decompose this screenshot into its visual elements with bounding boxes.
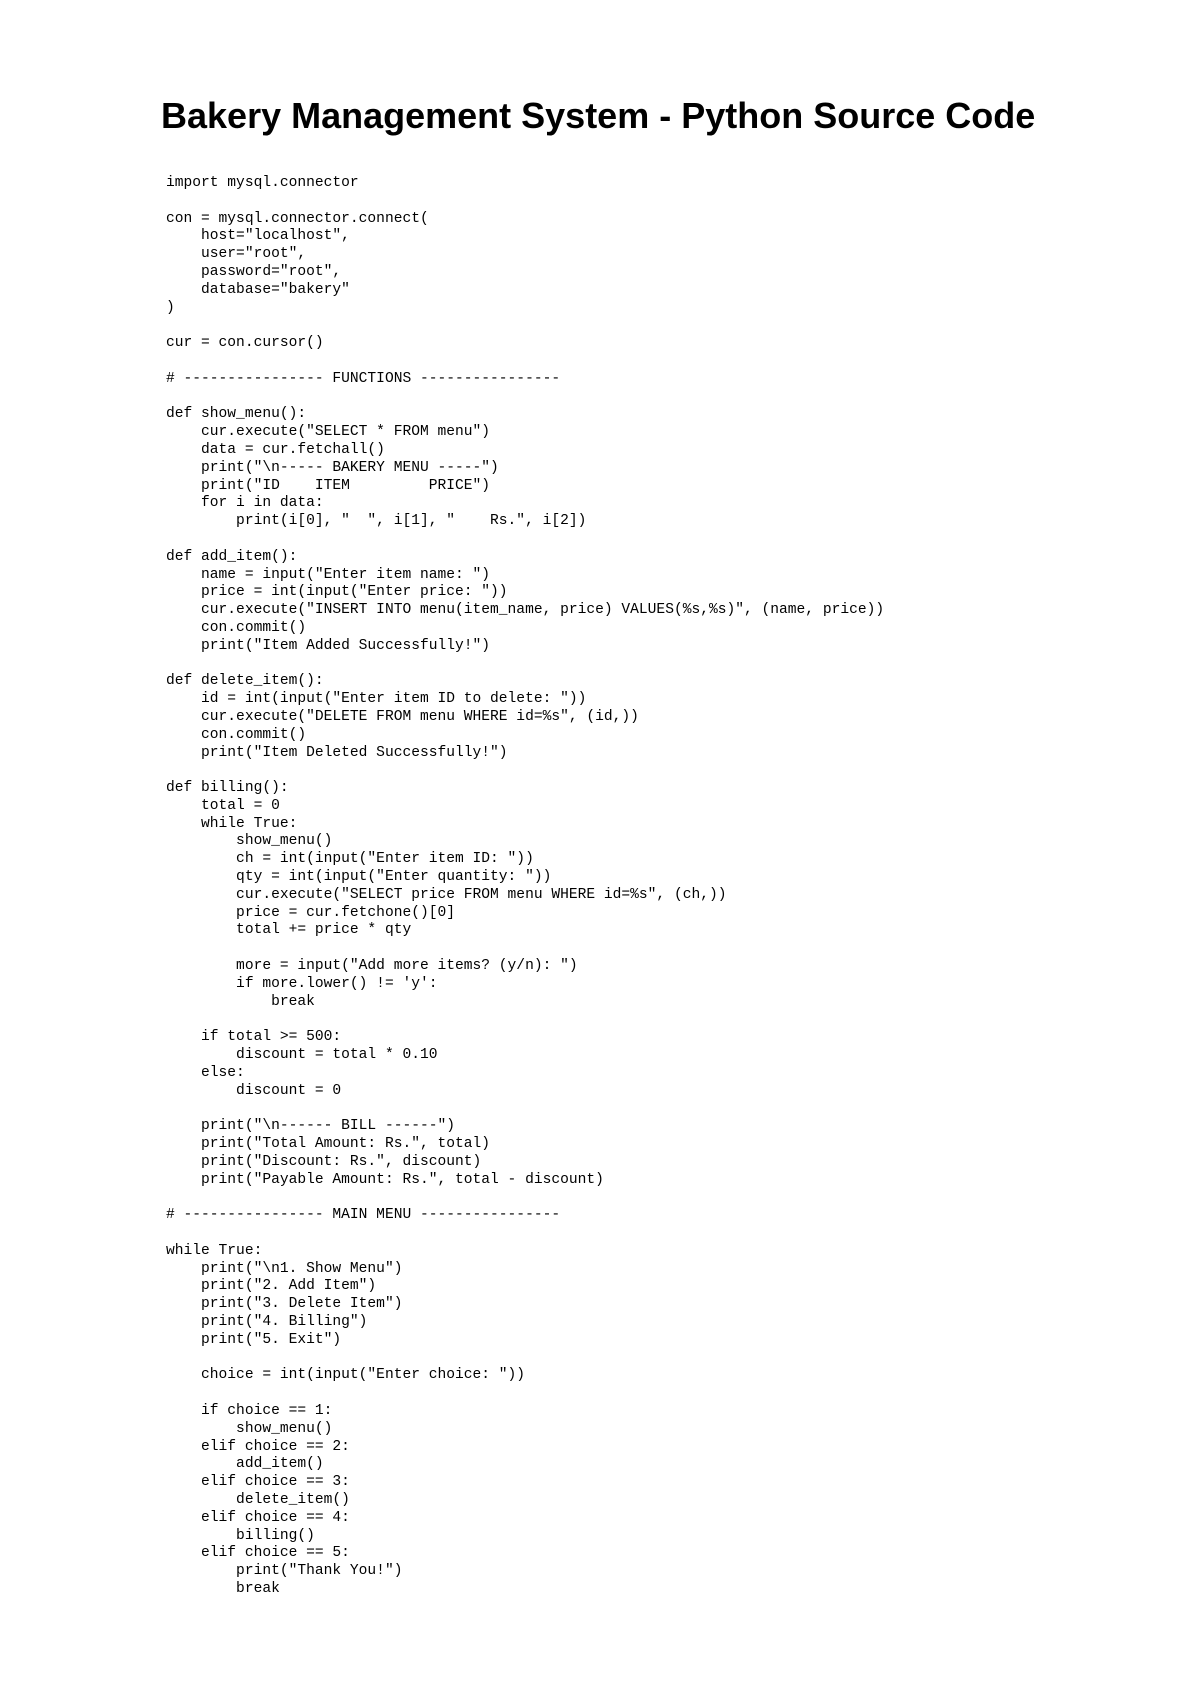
code-line: print("4. Billing") xyxy=(166,1314,368,1330)
code-line xyxy=(166,1225,884,1243)
code-line: print("Thank You!") xyxy=(166,1563,403,1580)
code-line: while True: xyxy=(166,815,298,832)
code-line xyxy=(166,1100,884,1118)
code-line: price = int(input("Enter price: ")) xyxy=(166,584,508,601)
code-line: user="root", xyxy=(166,246,307,263)
code-line: print("Payable Amount: Rs.", total - discount) xyxy=(166,1171,604,1188)
code-line: def show_menu(): xyxy=(166,406,307,423)
code-line: print("Item Deleted Successfully!") xyxy=(166,744,508,761)
source-code-block xyxy=(166,175,884,1599)
code-line: elif choice == 5: xyxy=(166,1545,350,1562)
code-line: elif choice == 2: xyxy=(166,1438,350,1455)
code-line xyxy=(166,1011,884,1029)
code-line: show_menu() xyxy=(166,833,333,850)
code-line: import mysql.connector xyxy=(166,175,359,191)
code-line: delete_item() xyxy=(166,1491,350,1508)
code-line: id = int(input("Enter item ID to delete: ")) xyxy=(166,691,587,708)
code-line: discount = total * 0.10 xyxy=(166,1047,438,1064)
code-line: con = mysql.connector.connect( xyxy=(166,210,429,227)
code-line: price = cur.fetchone()[0] xyxy=(166,904,456,921)
code-line: print("Discount: Rs.", discount) xyxy=(166,1153,482,1170)
code-line: if total >= 500: xyxy=(166,1029,342,1046)
code-line: cur.execute("SELECT * FROM menu") xyxy=(166,424,491,441)
code-line: while True: xyxy=(166,1242,263,1259)
code-line: elif choice == 4: xyxy=(166,1509,350,1526)
code-line: discount = 0 xyxy=(166,1082,342,1099)
code-line: elif choice == 3: xyxy=(166,1474,350,1491)
code-line: print("Total Amount: Rs.", total) xyxy=(166,1136,491,1153)
code-line: show_menu() xyxy=(166,1420,333,1437)
code-line: print("\n----- BAKERY MENU -----") xyxy=(166,459,499,476)
code-line: billing() xyxy=(166,1527,315,1544)
code-line: def delete_item(): xyxy=(166,673,324,690)
code-line: database="bakery" xyxy=(166,281,350,298)
code-line: data = cur.fetchall() xyxy=(166,441,385,458)
code-line: print("\n------ BILL ------") xyxy=(166,1118,456,1135)
code-line: # ---------------- MAIN MENU ---------------- xyxy=(166,1207,561,1224)
code-line: total += price * qty xyxy=(166,922,412,939)
code-line: con.commit() xyxy=(166,619,307,636)
code-line: cur.execute("DELETE FROM menu WHERE id=%s", (id,)) xyxy=(166,708,639,725)
code-line: break xyxy=(166,1580,280,1597)
code-line: name = input("Enter item name: ") xyxy=(166,566,491,583)
code-line: print("2. Add Item") xyxy=(166,1278,377,1295)
code-line: qty = int(input("Enter quantity: ")) xyxy=(166,869,552,886)
code-line: if more.lower() != 'y': xyxy=(166,975,438,992)
code-line: def add_item(): xyxy=(166,548,298,565)
code-line: print("3. Delete Item") xyxy=(166,1296,403,1313)
code-line: choice = int(input("Enter choice: ")) xyxy=(166,1367,526,1384)
code-line: def billing(): xyxy=(166,780,289,797)
code-line xyxy=(166,353,884,371)
code-line xyxy=(166,1385,884,1403)
code-line: password="root", xyxy=(166,263,342,280)
code-line: else: xyxy=(166,1064,245,1081)
code-line: print("Item Added Successfully!") xyxy=(166,637,491,654)
code-line: more = input("Add more items? (y/n): ") xyxy=(166,958,578,975)
code-line: cur = con.cursor() xyxy=(166,335,324,352)
code-line xyxy=(166,762,884,780)
code-line: add_item() xyxy=(166,1456,324,1473)
code-line xyxy=(166,1189,884,1207)
code-line xyxy=(166,389,884,407)
code-line: print("\n1. Show Menu") xyxy=(166,1260,403,1277)
code-line: total = 0 xyxy=(166,797,280,814)
code-line: break xyxy=(166,993,315,1010)
code-line xyxy=(166,656,884,674)
code-line xyxy=(166,193,884,211)
code-line xyxy=(166,531,884,549)
code-line: print(i[0], " ", i[1], " Rs.", i[2]) xyxy=(166,513,587,530)
code-line: cur.execute("SELECT price FROM menu WHERE id=%s", (ch,)) xyxy=(166,886,727,903)
code-line: if choice == 1: xyxy=(166,1402,333,1419)
code-line: ) xyxy=(166,299,175,316)
code-line: # ---------------- FUNCTIONS ---------------- xyxy=(166,370,561,387)
code-line: host="localhost", xyxy=(166,228,350,245)
code-line: con.commit() xyxy=(166,726,307,743)
document-title: Bakery Management System - Python Source Code xyxy=(161,95,1036,136)
code-line xyxy=(166,317,884,335)
code-line: print("5. Exit") xyxy=(166,1331,342,1348)
code-line: for i in data: xyxy=(166,495,324,512)
code-line: cur.execute("INSERT INTO menu(item_name, price) VALUES(%s,%s)", (name, price)) xyxy=(166,602,885,619)
code-line: ch = int(input("Enter item ID: ")) xyxy=(166,851,534,868)
code-line xyxy=(166,1350,884,1368)
code-line xyxy=(166,940,884,958)
code-line: print("ID ITEM PRICE") xyxy=(166,477,491,494)
